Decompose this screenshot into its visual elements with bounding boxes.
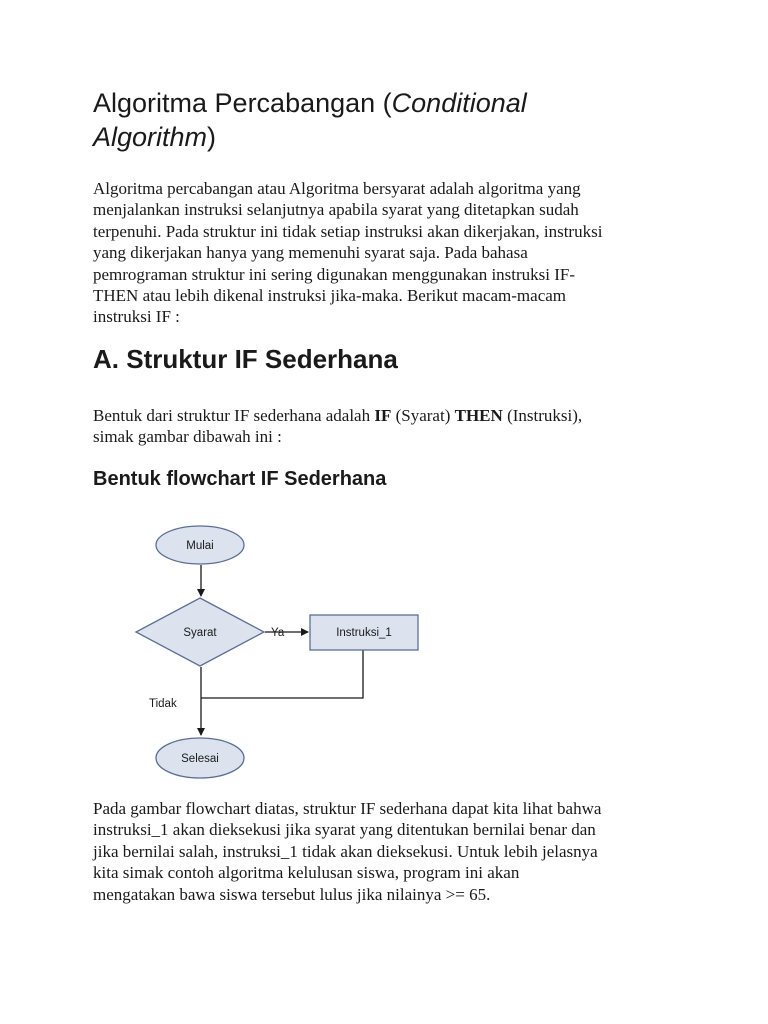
end-label: Selesai [181, 753, 219, 765]
no-label: Tidak [149, 698, 177, 710]
flowchart-heading: Bentuk flowchart IF Sederhana [93, 468, 387, 490]
intro-line: terpenuhi. Pada struktur ini tidak setiap instruksi akan dikerjakan, instruksi [93, 221, 603, 241]
start-label: Mulai [186, 540, 214, 552]
section-heading: A. Struktur IF Sederhana [93, 344, 398, 374]
yes-label: Ya [271, 627, 285, 639]
form-text: simak gambar dibawah ini : [93, 427, 282, 447]
explanation-line: kita simak contoh algoritma kelulusan siswa, program ini akan [93, 863, 520, 883]
explanation-line: instruksi_1 akan dieksekusi jika syarat yang ditentukan bernilai benar dan [93, 820, 596, 840]
keyword-if: IF [374, 406, 392, 425]
form-text: (Instruksi), [502, 406, 583, 425]
intro-line: instruksi IF : [93, 307, 180, 327]
intro-line: pemrograman struktur ini sering digunakan menggunakan instruksi IF- [93, 264, 576, 284]
explanation-line: mengatakan bawa siswa tersebut lulus jika nilainya >= 65. [93, 884, 491, 904]
explanation-line: Pada gambar flowchart diatas, struktur IF sederhana dapat kita lihat bahwa [93, 799, 602, 818]
process-label: Instruksi_1 [336, 627, 392, 639]
form-text: Bentuk dari struktur IF sederhana adalah [93, 406, 375, 425]
explanation-line: jika bernilai salah, instruksi_1 tidak akan dieksekusi. Untuk lebih jelasnya [93, 841, 598, 861]
condition-label: Syarat [183, 627, 217, 639]
form-text: (Syarat) [391, 406, 455, 425]
line-process-to-merge [201, 650, 363, 698]
title-suffix: ) [207, 122, 217, 152]
title-italic-conditional: Conditional [391, 88, 527, 118]
title-italic-algorithm: Algorithm [93, 122, 208, 152]
intro-line: yang dikerjakan hanya yang memenuhi syarat saja. Pada bahasa [93, 243, 528, 263]
keyword-then: THEN [454, 406, 503, 425]
intro-line: THEN atau lebih dikenal instruksi jika-maka. Berikut macam-macam [93, 286, 567, 306]
title-prefix: Algoritma Percabangan ( [93, 88, 392, 118]
intro-line: Algoritma percabangan atau Algoritma bersyarat adalah algoritma yang [93, 179, 581, 198]
intro-line: menjalankan instruksi selanjutnya apabila syarat yang ditetapkan sudah [93, 200, 579, 220]
